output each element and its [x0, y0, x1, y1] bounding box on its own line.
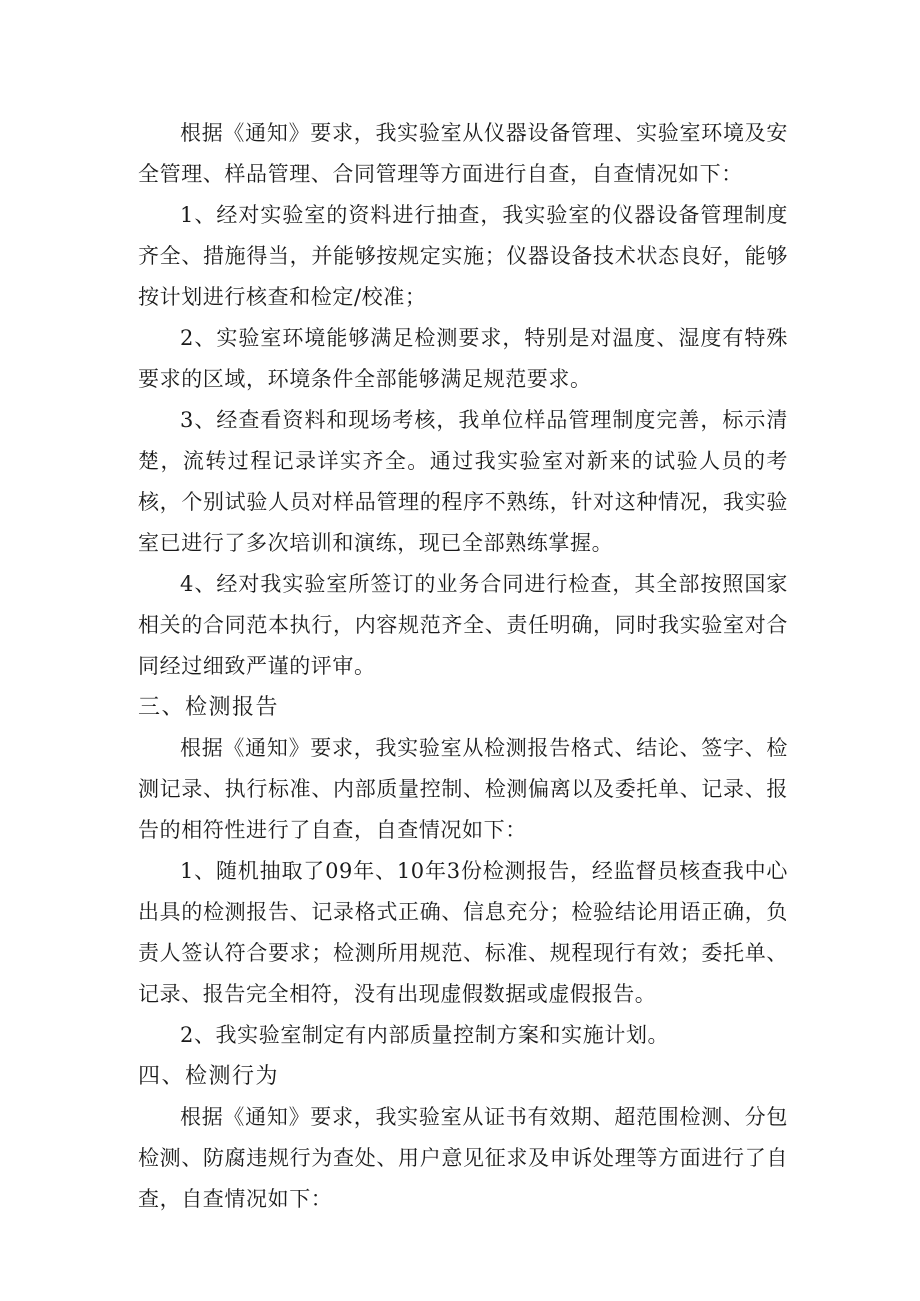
intro-paragraph: 根据《通知》要求，我实验室从仪器设备管理、实验室环境及安全管理、样品管理、合同管理等方面进行自查，自查情况如下： [138, 121, 788, 186]
report-intro-paragraph: 根据《通知》要求，我实验室从检测报告格式、结论、签字、检测记录、执行标准、内部质量控制、检测偏离以及委托单、记录、报告的相符性进行了自查，自查情况如下： [138, 736, 788, 842]
equipment-paragraph: 1、经对实验室的资料进行抽查，我实验室的仪器设备管理制度齐全、措施得当，并能够按规定实施；仪器设备技术状态良好，能够按计划进行核查和检定/校准； [138, 203, 788, 309]
report-item1-paragraph: 1、随机抽取了09年、10年3份检测报告，经监督员核查我中心出具的检测报告、记录格式正确、信息充分；检验结论用语正确，负责人签认符合要求；检测所用规范、标准、规程现行有效；委托单、记录、报告完全相符，没有出现虚假数据或虚假报告。 [138, 859, 788, 1006]
sample-paragraph: 3、经查看资料和现场考核，我单位样品管理制度完善，标示清楚，流转过程记录详实齐全。通过我实验室对新来的试验人员的考核，个别试验人员对样品管理的程序不熟练，针对这种情况，我实验室已进行了多次培训和演练，现已全部熟练掌握。 [138, 408, 788, 555]
section-heading-behavior: 四、检测行为 [138, 1064, 280, 1089]
contract-paragraph: 4、经对我实验室所签订的业务合同进行检查，其全部按照国家相关的合同范本执行，内容规范齐全、责任明确，同时我实验室对合同经过细致严谨的评审。 [138, 572, 788, 678]
environment-paragraph: 2、实验室环境能够满足检测要求，特别是对温度、湿度有特殊要求的区域，环境条件全部能够满足规范要求。 [138, 326, 788, 391]
section-heading-report: 三、检测报告 [138, 695, 280, 720]
document-body [138, 113, 788, 1220]
behavior-intro-paragraph: 根据《通知》要求，我实验室从证书有效期、超范围检测、分包检测、防腐违规行为查处、用户意见征求及申诉处理等方面进行了自查，自查情况如下： [138, 1105, 788, 1211]
report-item2-paragraph: 2、我实验室制定有内部质量控制方案和实施计划。 [180, 1023, 670, 1047]
